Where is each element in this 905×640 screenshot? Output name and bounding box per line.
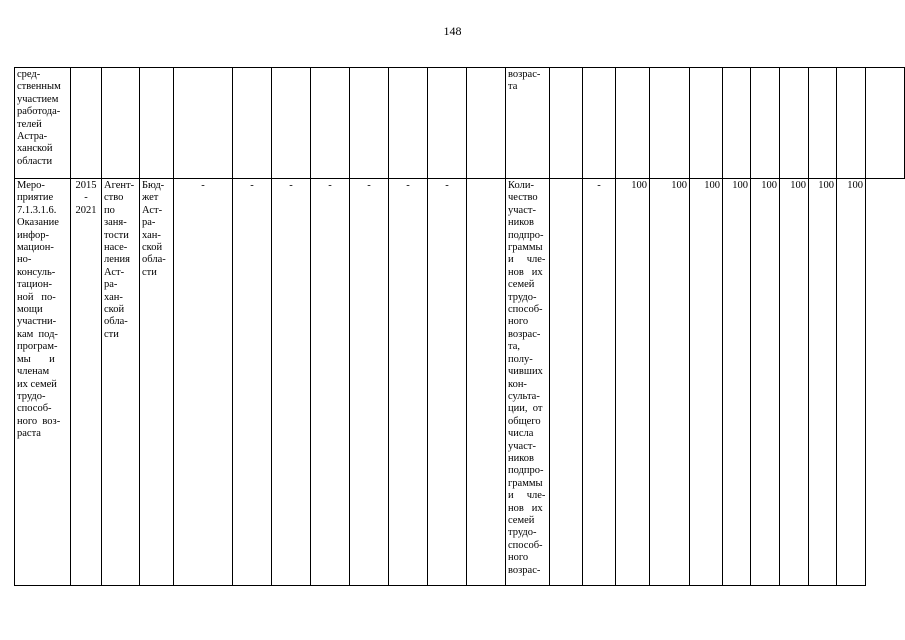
base-value-cell: - — [583, 179, 616, 586]
table-cell — [389, 68, 428, 179]
value-cell: 100 — [723, 179, 751, 586]
executor-cell: Агент- ство по заня- тости насе- ления Аст- ра- хан- ской обла- сти — [102, 179, 140, 586]
amount-cell: - — [428, 179, 467, 586]
table-cell — [102, 68, 140, 179]
value-cell: 100 — [809, 179, 837, 586]
table-cell — [233, 68, 272, 179]
table-cell — [723, 68, 751, 179]
measures-table — [14, 67, 905, 586]
page-number: 148 — [443, 24, 462, 38]
years-cell: 2015 - 2021 — [71, 179, 102, 586]
value-cell: 100 — [616, 179, 650, 586]
table-cell — [616, 68, 650, 179]
amount-cell: - — [233, 179, 272, 586]
table-cell — [550, 68, 583, 179]
table-cell — [311, 68, 350, 179]
table-cell — [809, 68, 837, 179]
table-cell — [690, 68, 723, 179]
table-cell — [650, 68, 690, 179]
amount-cell: - — [174, 179, 233, 586]
value-cell: 100 — [751, 179, 780, 586]
table-row — [15, 179, 905, 586]
table-cell — [583, 68, 616, 179]
table-cell — [837, 68, 866, 179]
value-cell: 100 — [780, 179, 809, 586]
amount-cell: - — [350, 179, 389, 586]
value-cell: 100 — [650, 179, 690, 586]
indicator-cell: возрас- та — [506, 68, 550, 179]
value-cell: 100 — [690, 179, 723, 586]
table-cell — [467, 179, 506, 586]
table-cell — [174, 68, 233, 179]
table-cell — [751, 68, 780, 179]
table-row — [15, 68, 905, 179]
measure-name-cell: сред- ственным участием работода- телей Астра- ханской области — [15, 68, 71, 179]
indicator-cell: Коли- чество участ- ников подпро- граммы и чле- нов их семей трудо- способ- ного возрас- та, полу- чивших кон- сульта- ции, от общего числа участ- ников подпро- граммы и чле- нов их семей трудо- способ- ного возрас- — [506, 179, 550, 586]
table-cell — [428, 68, 467, 179]
funding-source-cell: Бюд- жет Аст- ра- хан- ской обла- сти — [140, 179, 174, 586]
table-cell — [350, 68, 389, 179]
value-cell: 100 — [837, 179, 866, 586]
table-cell — [467, 68, 506, 179]
unit-cell — [550, 179, 583, 586]
measure-name-cell: Меро- приятие 7.1.3.1.6. Оказание инфор- мацион- но- консуль- тацион- ной по- мощи участни- кам под- програм- мы и членам их семей трудо- способ- ного воз- раста — [15, 179, 71, 586]
table-cell — [272, 68, 311, 179]
table-cell — [780, 68, 809, 179]
table-cell — [140, 68, 174, 179]
amount-cell: - — [311, 179, 350, 586]
table-cell — [71, 68, 102, 179]
amount-cell: - — [389, 179, 428, 586]
amount-cell: - — [272, 179, 311, 586]
table-cell — [866, 68, 905, 179]
